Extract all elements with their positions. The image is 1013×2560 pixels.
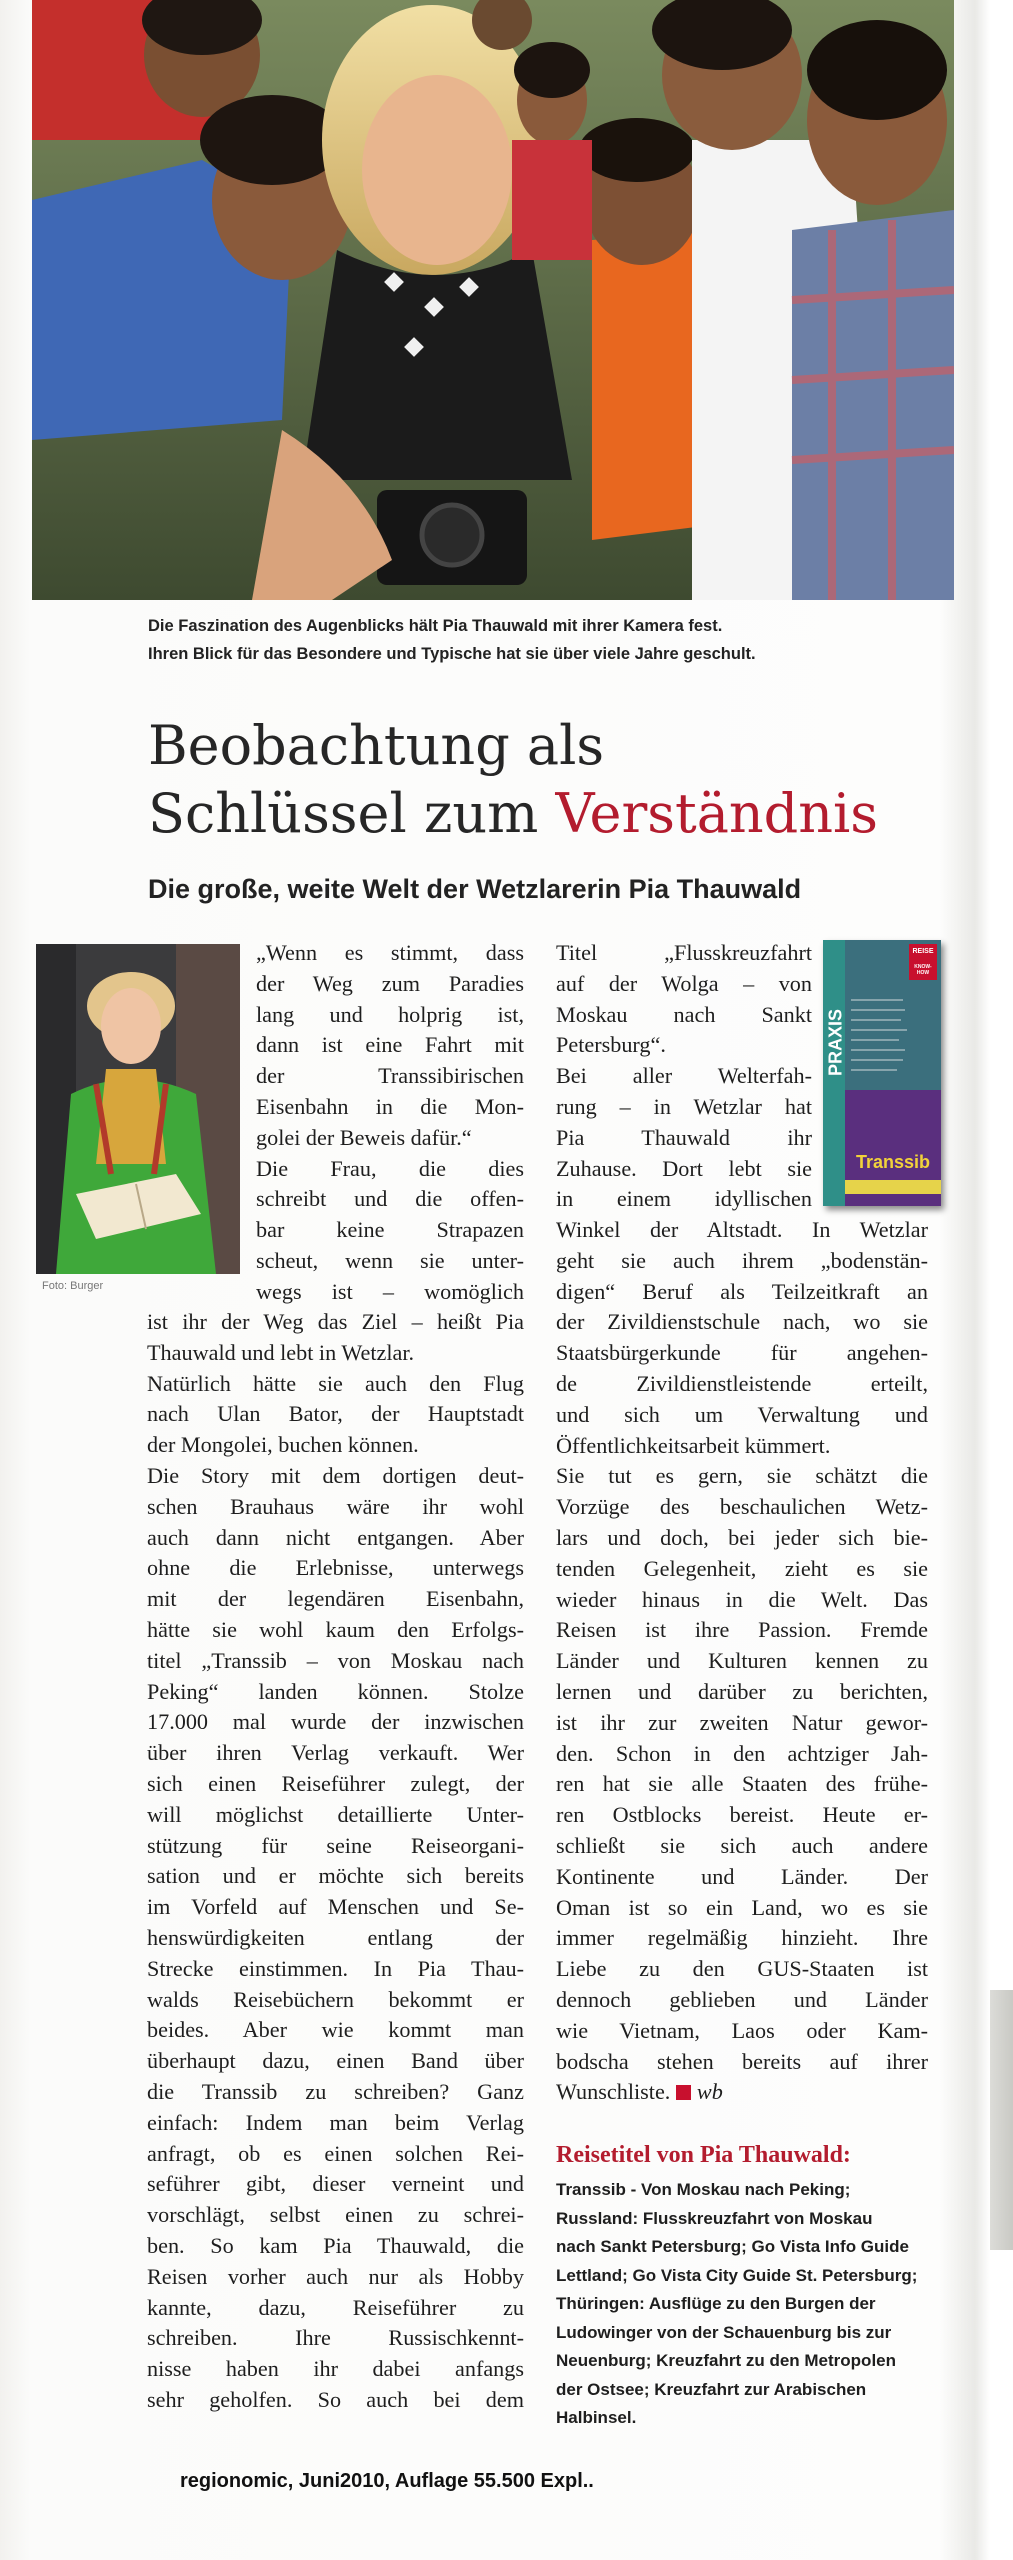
text-line: ren Ostblocks bereist. Heute er- bbox=[556, 1802, 928, 1828]
text-line: stützung für seine Reiseorgani- bbox=[147, 1832, 524, 1858]
text-line: die Transsib zu schreiben? Ganz bbox=[147, 2078, 524, 2104]
article-column-2-intro bbox=[556, 938, 812, 1215]
text-line: rung – in Wetzlar hat bbox=[556, 1093, 812, 1119]
photo-credit: Foto: Burger bbox=[42, 1280, 104, 1292]
book-brand-bottom: KNOW-HOW bbox=[914, 964, 932, 976]
sidebar-line: Ludowinger von der Schauenburg bis zur bbox=[556, 2322, 892, 2342]
text-line: wegs ist – womöglich bbox=[256, 1278, 524, 1304]
text-line: nach Ulan Bator, der Hauptstadt bbox=[147, 1401, 524, 1427]
article-column-1-body bbox=[147, 1307, 524, 2416]
article-closing-line bbox=[556, 2077, 928, 2108]
sidebar-book-list bbox=[556, 2176, 936, 2433]
text-line: Zuhause. Dort lebt sie bbox=[556, 1155, 812, 1181]
sidebar-line: nach Sankt Petersburg; Go Vista Info Guide bbox=[556, 2237, 909, 2256]
text-line: digen“ Beruf als Teilzeitkraft an bbox=[556, 1278, 928, 1304]
text-line: Reisen vorher auch nur als Hobby bbox=[147, 2263, 524, 2289]
text-line: schen Brauhaus wäre ihr wohl bbox=[147, 1493, 524, 1519]
text-line: der Mongolei, buchen können. bbox=[147, 1432, 419, 1458]
end-mark-square-icon bbox=[676, 2085, 691, 2100]
text-line: Vorzüge des beschaulichen Wetz- bbox=[556, 1494, 928, 1520]
text-line: Pia Thauwald ihr bbox=[556, 1124, 812, 1150]
text-line: Die Frau, die dies bbox=[256, 1155, 524, 1181]
closing-text: Wunschliste. bbox=[556, 2079, 671, 2105]
text-line: schließt sie sich auch andere bbox=[556, 1832, 928, 1858]
text-line: mit der legendären Eisenbahn, bbox=[147, 1586, 524, 1612]
text-line: auch dann nicht entgangen. Aber bbox=[147, 1524, 524, 1550]
sidebar-line: Thüringen: Ausflüge zu den Burgen der bbox=[556, 2294, 876, 2313]
text-line: ist ihr der Weg das Ziel – heißt Pia bbox=[147, 1309, 524, 1334]
text-line: Peking“ landen können. Stolze bbox=[147, 1678, 524, 1704]
headline-line-2 bbox=[148, 780, 948, 848]
portrait-illustration bbox=[36, 944, 240, 1274]
text-line: Natürlich hätte sie auch den Flug bbox=[147, 1370, 524, 1396]
caption-line-1: Die Faszination des Augenblicks hält Pia Thauwald mit ihrer Kamera fest. bbox=[148, 617, 723, 635]
headline-line-2-prefix: Schlüssel zum bbox=[148, 782, 556, 845]
text-line: lernen und darüber zu berichten, bbox=[556, 1678, 928, 1704]
text-line: walds Reisebüchern bekommt er bbox=[147, 1986, 524, 2012]
text-line: Die Story mit dem dortigen deut- bbox=[147, 1462, 524, 1488]
text-line: hätte sie wohl kaum den Erfolgs- bbox=[147, 1616, 524, 1642]
text-line: der Zivildienstschule nach, wo sie bbox=[556, 1309, 928, 1335]
sidebar-line: Transsib - Von Moskau nach Peking; bbox=[556, 2180, 851, 2199]
text-line: überhaupt dazu, einen Band über bbox=[147, 2048, 524, 2074]
portrait-photo-pia-thauwald bbox=[36, 944, 240, 1274]
text-line: schreibt und die offen- bbox=[256, 1186, 524, 1212]
text-line: sehr geholfen. So auch bei dem bbox=[147, 2386, 524, 2412]
text-line: sich einen Reiseführer zulegt, der bbox=[147, 1770, 524, 1796]
text-line: seführer gibt, dieser verneint und bbox=[147, 2171, 524, 2197]
sidebar-line: Russland: Flusskreuzfahrt von Moskau bbox=[556, 2208, 873, 2228]
sidebar-line: Halbinsel. bbox=[556, 2408, 637, 2427]
headline bbox=[148, 712, 948, 848]
text-line: Thauwald und lebt in Wetzlar. bbox=[147, 1339, 415, 1365]
hero-photo-children-camera bbox=[32, 0, 954, 600]
headline-line-1: Beobachtung als bbox=[148, 714, 605, 777]
text-line: ohne die Erlebnisse, unterwegs bbox=[147, 1555, 524, 1581]
text-line: sation und er möchte sich bereits bbox=[147, 1863, 524, 1889]
photo-caption bbox=[148, 612, 928, 668]
text-line: lars und doch, bei jeder sich bie- bbox=[556, 1524, 928, 1550]
text-line: Oman ist so ein Land, wo es sie bbox=[556, 1894, 928, 1920]
text-line: Öffentlichkeitsarbeit kümmert. bbox=[556, 1432, 831, 1458]
text-line: der Weg zum Paradies bbox=[256, 970, 524, 996]
text-line: Petersburg“. bbox=[556, 1032, 666, 1058]
text-line: beides. Aber wie kommt man bbox=[147, 2017, 524, 2043]
page-fold-edge bbox=[990, 1990, 1013, 2250]
text-line: golei der Beweis dafür.“ bbox=[256, 1124, 472, 1150]
sidebar-line: Lettland; Go Vista City Guide St. Petersburg; bbox=[556, 2265, 918, 2285]
subheadline: Die große, weite Welt der Wetzlarerin Pia Thauwald bbox=[148, 874, 802, 904]
text-line: anfragt, ob es einen solchen Rei- bbox=[147, 2140, 524, 2166]
sidebar-title: Reisetitel von Pia Thauwald: bbox=[556, 2142, 851, 2168]
text-line: Bei aller Welterfah- bbox=[556, 1063, 812, 1089]
article-column-1-intro bbox=[256, 938, 524, 1308]
text-line: und sich um Verwaltung und bbox=[556, 1401, 928, 1427]
text-line: tenden Gelegenheit, zieht es sie bbox=[556, 1555, 928, 1581]
text-line: wie Vietnam, Laos oder Kam- bbox=[556, 2017, 928, 2043]
book-brand-top: REISE bbox=[912, 948, 934, 955]
book-title: Transsib bbox=[855, 1152, 931, 1172]
sidebar-line: der Ostsee; Kreuzfahrt zur Arabischen bbox=[556, 2379, 867, 2399]
text-line: Winkel der Altstadt. In Wetzlar bbox=[556, 1217, 928, 1242]
text-line: bar keine Strapazen bbox=[256, 1217, 524, 1243]
sidebar-line: Neuenburg; Kreuzfahrt zu den Metropolen bbox=[556, 2351, 896, 2370]
article-column-2-body bbox=[556, 1215, 928, 2108]
text-line: über ihren Verlag verkauft. Wer bbox=[147, 1740, 524, 1766]
text-line: lang und holprig ist, bbox=[256, 1001, 524, 1027]
book-series-label: PRAXIS bbox=[825, 1008, 846, 1077]
text-line: schreiben. Ihre Russischkennt- bbox=[147, 2325, 524, 2351]
book-cover-transsib bbox=[823, 940, 941, 1206]
text-line: einfach: Indem man beim Verlag bbox=[147, 2109, 524, 2135]
text-line: Titel „Flusskreuzfahrt bbox=[556, 940, 812, 965]
text-line: „Wenn es stimmt, dass bbox=[256, 940, 524, 965]
text-line: henswürdigkeiten entlang der bbox=[147, 1924, 524, 1950]
text-line: bodscha stehen bereits auf ihrer bbox=[556, 2048, 928, 2074]
text-line: Reisen ist ihre Passion. Fremde bbox=[556, 1617, 928, 1643]
text-line: vorschlägt, selbst einen zu schrei- bbox=[147, 2202, 524, 2228]
text-line: den. Schon in den achtziger Jah- bbox=[556, 1740, 928, 1766]
text-line: der Transsibirischen bbox=[256, 1063, 524, 1089]
author-signature: wb bbox=[696, 2079, 723, 2105]
publication-footer: regionomic, Juni2010, Auflage 55.500 Expl.. bbox=[180, 2470, 594, 2492]
text-line: titel „Transsib – von Moskau nach bbox=[147, 1647, 524, 1673]
text-line: Sie tut es gern, sie schätzt die bbox=[556, 1463, 928, 1489]
text-line: Länder und Kulturen kennen zu bbox=[556, 1648, 928, 1674]
hero-photo-illustration bbox=[32, 0, 954, 600]
headline-line-2-accent: Verständnis bbox=[555, 782, 879, 845]
text-line: wieder hinaus in die Welt. Das bbox=[556, 1586, 928, 1612]
text-line: Liebe zu den GUS-Staaten ist bbox=[556, 1956, 928, 1982]
text-line: immer regelmäßig hinzieht. Ihre bbox=[556, 1925, 928, 1951]
text-line: scheut, wenn sie unter- bbox=[256, 1247, 524, 1273]
text-line: will möglichst detaillierte Unter- bbox=[147, 1801, 524, 1827]
text-line: 17.000 mal wurde der inzwischen bbox=[147, 1709, 524, 1735]
text-line: ist ihr zur zweiten Natur gewor- bbox=[556, 1709, 928, 1735]
text-line: Staatsbürgerkunde für angehen- bbox=[556, 1340, 928, 1366]
text-line: geht sie auch ihrem „bodenstän- bbox=[556, 1247, 928, 1273]
text-line: Kontinente und Länder. Der bbox=[556, 1863, 928, 1889]
text-line: Strecke einstimmen. In Pia Thau- bbox=[147, 1955, 524, 1981]
text-line: Eisenbahn in die Mon- bbox=[256, 1093, 524, 1119]
text-line: im Vorfeld auf Menschen und Se- bbox=[147, 1894, 524, 1920]
text-line: Moskau nach Sankt bbox=[556, 1001, 812, 1027]
text-line: nisse haben ihr dabei anfangs bbox=[147, 2356, 524, 2382]
text-line: ren hat sie alle Staaten des frühe- bbox=[556, 1771, 928, 1797]
caption-line-2: Ihren Blick für das Besondere und Typische hat sie über viele Jahre geschult. bbox=[148, 645, 756, 663]
text-line: dennoch geblieben und Länder bbox=[556, 1986, 928, 2012]
text-line: ben. So kam Pia Thauwald, die bbox=[147, 2232, 524, 2258]
text-line: kannte, dazu, Reiseführer zu bbox=[147, 2294, 524, 2320]
text-line: dann ist eine Fahrt mit bbox=[256, 1032, 524, 1058]
text-line: auf der Wolga – von bbox=[556, 970, 812, 996]
text-line: de Zivildienstleistende erteilt, bbox=[556, 1370, 928, 1396]
text-line: in einem idyllischen bbox=[556, 1186, 812, 1212]
